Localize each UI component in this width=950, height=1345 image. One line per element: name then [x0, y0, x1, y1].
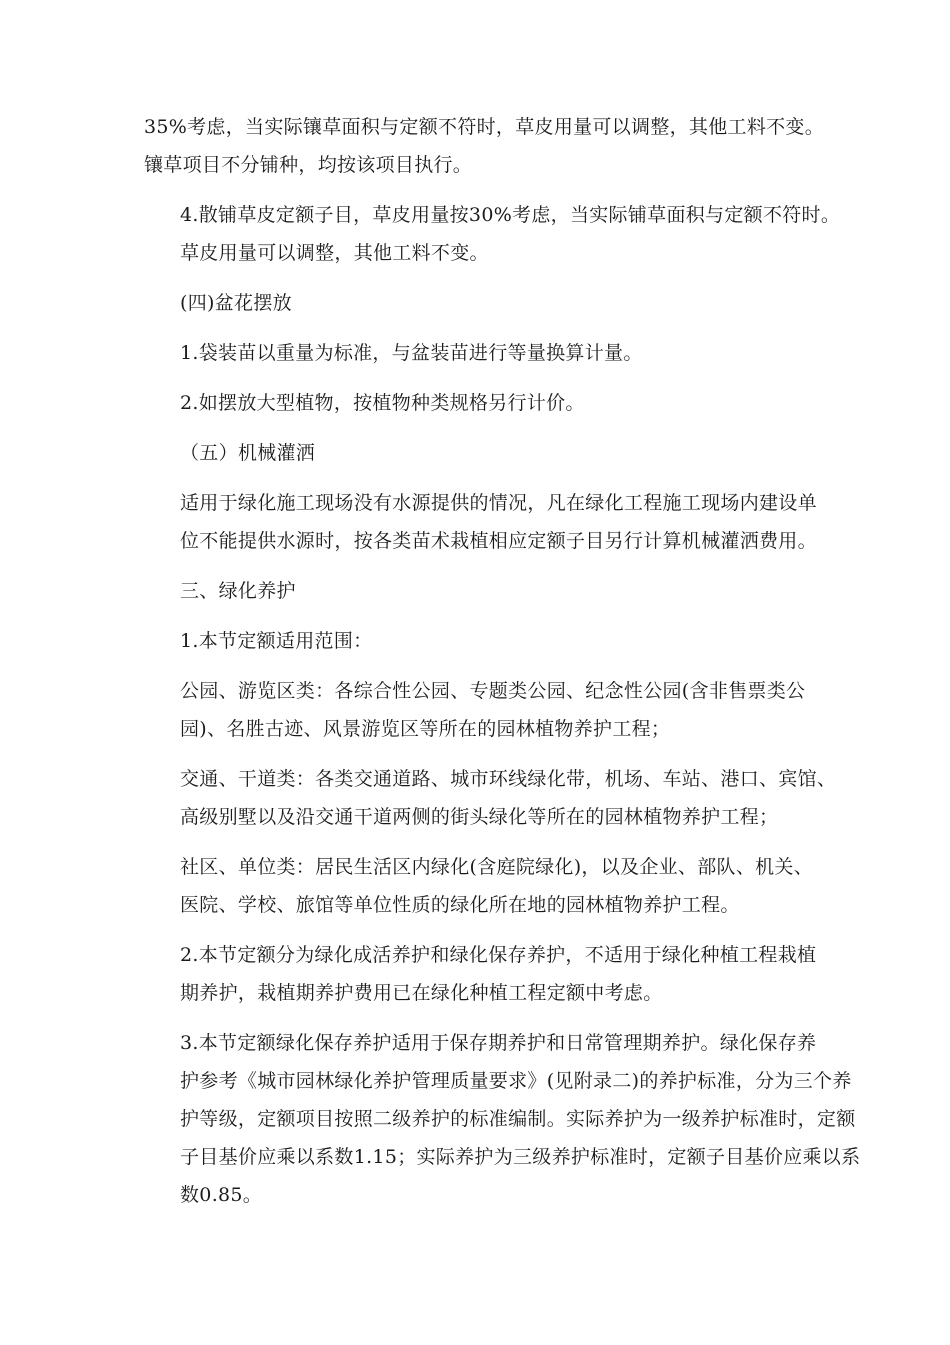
paragraph-scattered-turf	[144, 196, 841, 272]
paragraph-large-plants	[144, 384, 812, 422]
paragraph-maintenance-types	[144, 936, 817, 1012]
text-line: 4.散铺草皮定额子目，草皮用量按30%考虑，当实际铺草面积与定额不符时。	[180, 204, 841, 226]
text-line: 高级别墅以及沿交通干道两侧的街头绿化等所在的园林植物养护工程；	[180, 806, 779, 828]
text-line: 3.本节定额绿化保存养护适用于保存期养护和日常管理期养护。绿化保存养	[180, 1032, 817, 1054]
text-line: 适用于绿化施工现场没有水源提供的情况，凡在绿化工程施工现场内建设单	[180, 492, 817, 514]
text-line: 期养护，栽植期养护费用已在绿化种植工程定额中考虑。	[180, 982, 663, 1004]
text-line: 2.本节定额分为绿化成活养护和绿化保存养护，不适用于绿化种植工程栽植	[180, 944, 817, 966]
text-line: 公园、游览区类：各综合性公园、专题类公园、纪念性公园(含非售票类公	[180, 680, 806, 702]
paragraph-scope-parks	[144, 672, 812, 748]
paragraph-maintenance-grades	[144, 1024, 861, 1214]
paragraph-bagged-seedlings	[144, 334, 812, 372]
text-line: 子目基价应乘以系数1.15；实际养护为三级养护标准时，定额子目基价应乘以系	[180, 1146, 861, 1168]
text-line: 交通、干道类：各类交通道路、城市环线绿化带，机场、车站、港口、宾馆、	[180, 768, 837, 790]
text-line: 医院、学校、旅馆等单位性质的绿化所在地的园林植物养护工程。	[180, 894, 740, 916]
text-line: 草皮用量可以调整，其他工料不变。	[180, 242, 489, 264]
paragraph-scope-community	[144, 848, 812, 924]
heading-line: （五）机械灌洒	[180, 442, 316, 464]
paragraph-scope-traffic	[144, 760, 837, 836]
heading-line: (四)盆花摆放	[180, 292, 292, 314]
document-body	[144, 108, 861, 1226]
text-line: 数0.85。	[180, 1184, 263, 1206]
section-heading-green-maintenance	[144, 572, 812, 610]
text-line: 护等级，定额项目按照二级养护的标准编制。实际养护为一级养护标准时，定额	[180, 1108, 856, 1130]
text-line: 社区、单位类：居民生活区内绿化(含庭院绿化)，以及企业、部队、机关、	[180, 856, 814, 878]
text-line: 镶草项目不分铺种，均按该项目执行。	[144, 154, 473, 176]
text-line: 位不能提供水源时，按各类苗术栽植相应定额子目另行计算机械灌洒费用。	[180, 530, 817, 552]
text-line: 园)、名胜古迹、风景游览区等所在的园林植物养护工程；	[180, 718, 671, 740]
paragraph-scope-title	[144, 622, 812, 660]
paragraph-lawn-inlay-continued	[144, 108, 825, 184]
text-line: 1.袋装苗以重量为标准，与盆装苗进行等量换算计量。	[180, 342, 643, 364]
heading-line: 三、绿化养护	[180, 580, 296, 602]
text-line: 35%考虑，当实际镶草面积与定额不符时，草皮用量可以调整，其他工料不变。	[144, 116, 825, 138]
paragraph-watering-applicability	[144, 484, 817, 560]
section-heading-potted-flowers	[144, 284, 812, 322]
text-line: 1.本节定额适用范围：	[180, 630, 373, 652]
text-line: 2.如摆放大型植物，按植物种类规格另行计价。	[180, 392, 585, 414]
section-heading-mechanical-watering	[144, 434, 812, 472]
text-line: 护参考《城市园林绿化养护管理质量要求》(见附录二)的养护标准，分为三个养	[180, 1070, 852, 1092]
